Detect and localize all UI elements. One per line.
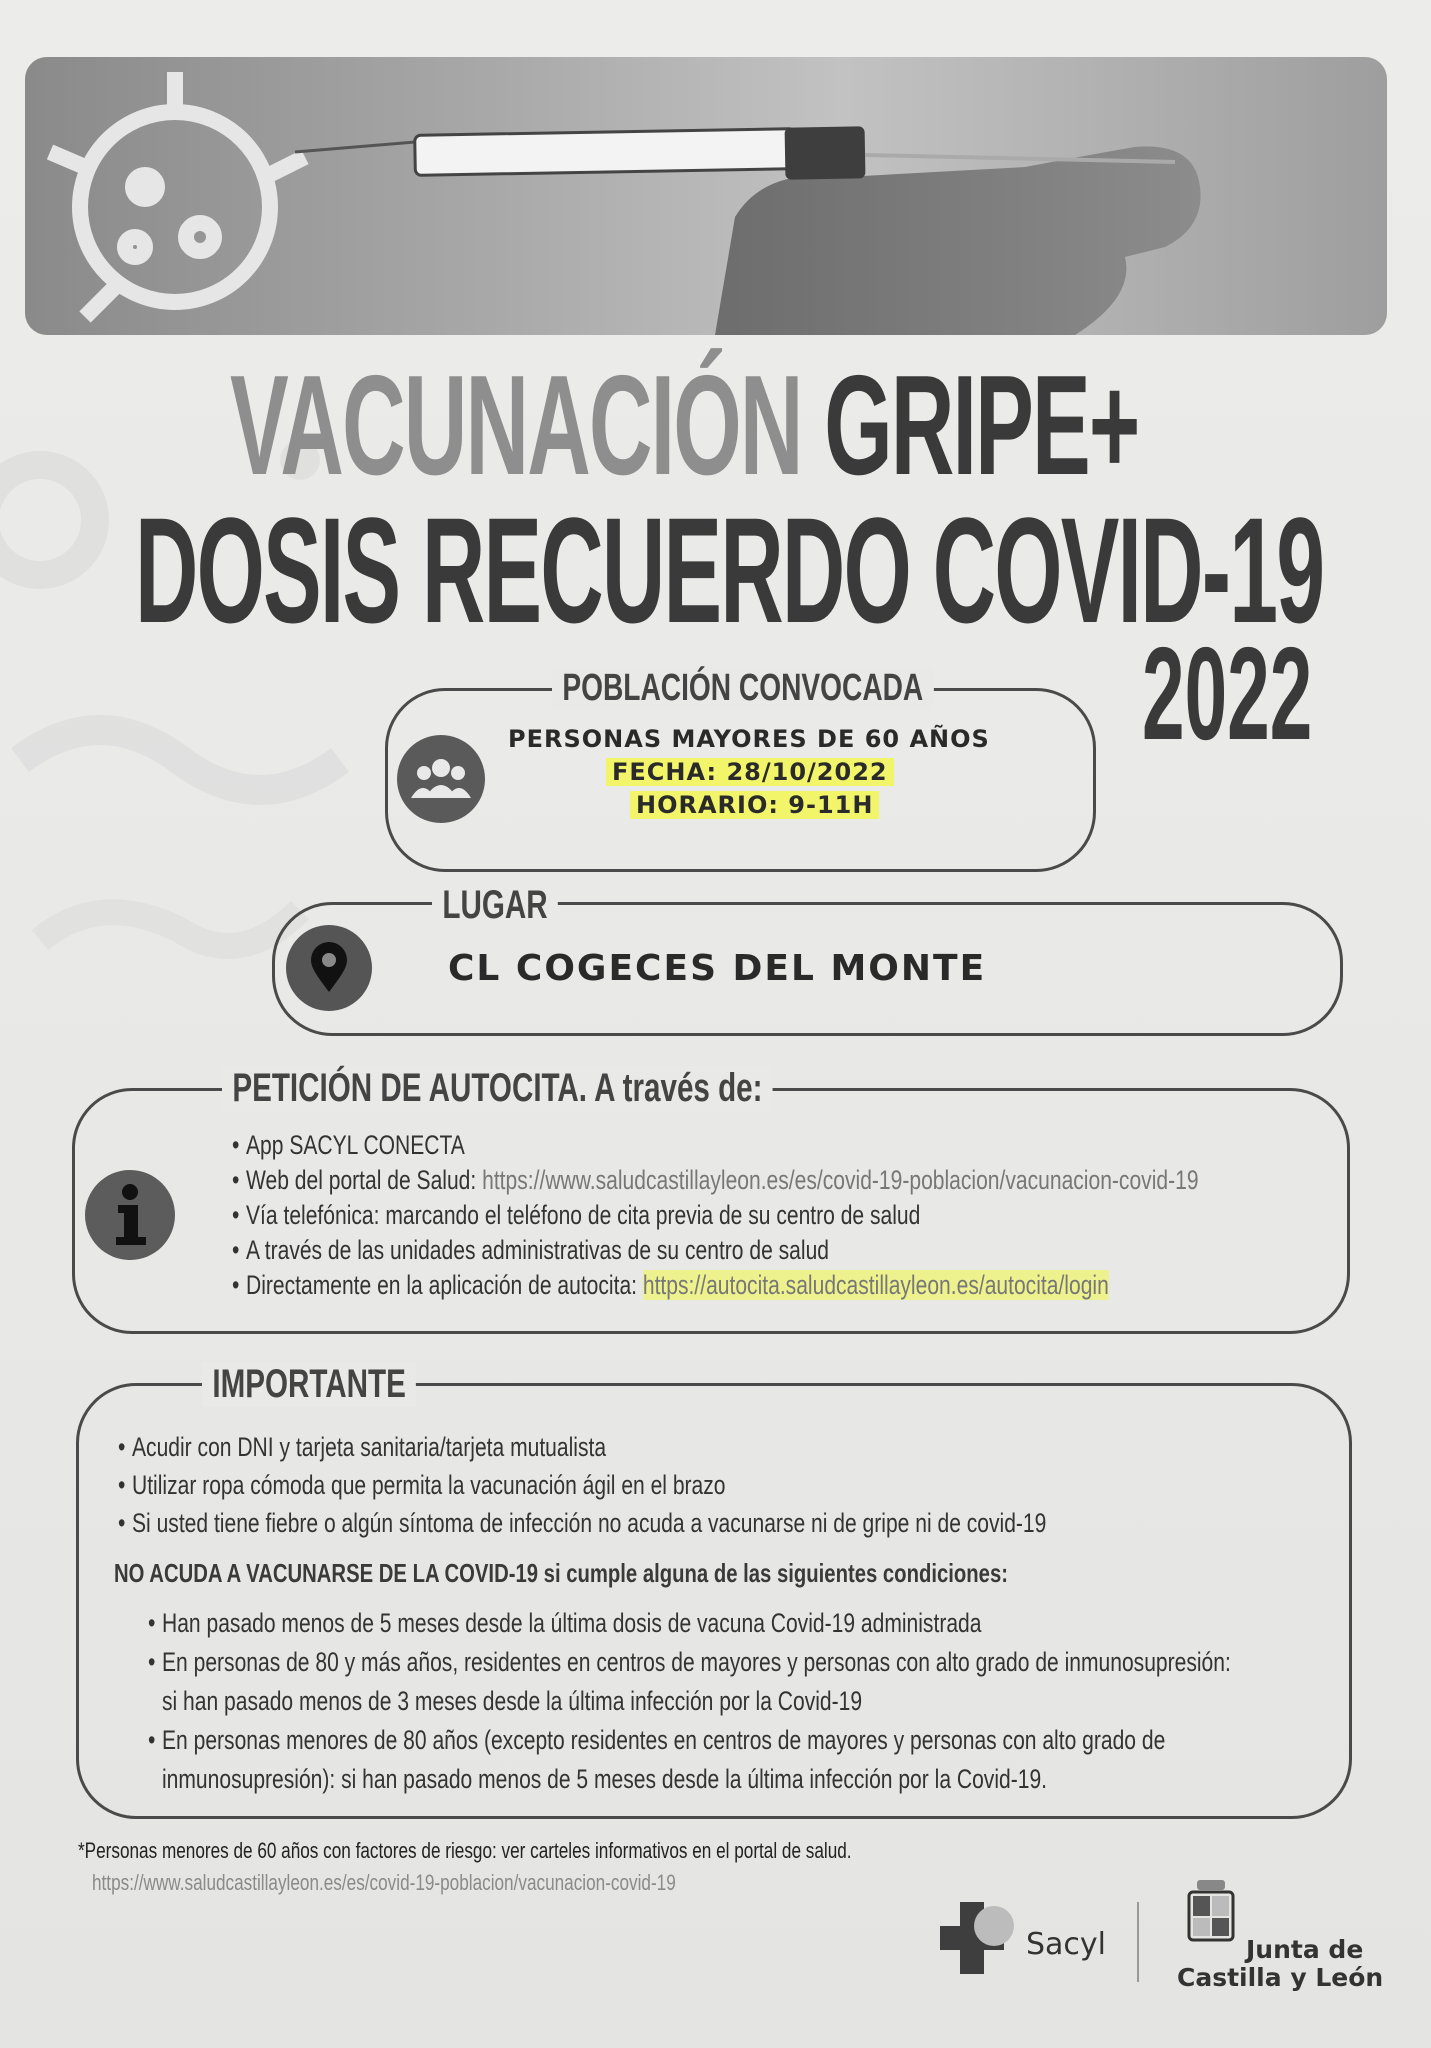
importante-warning: NO ACUDA A VACUNARSE DE LA COVID-19 si cumple alguna de las siguientes condiciones:	[114, 1558, 1008, 1588]
list-item: • Vía telefónica: marcando el teléfono de cita previa de su centro de salud	[246, 1198, 1338, 1233]
horario-text: HORARIO: 9-11H	[630, 791, 879, 819]
portal-url-link[interactable]: https://www.saludcastillayleon.es/es/covid-19-poblacion/vacunacion-covid-19	[482, 1165, 1199, 1195]
list-item: • En personas menores de 80 años (excepto residentes en centros de mayores y personas con alto grado de inmunosupresión): si han pasado menos de 5 meses desde la última infección por la Covid-19.	[162, 1721, 1254, 1799]
info-icon	[85, 1170, 175, 1260]
list-item: • Han pasado menos de 5 meses desde la última dosis de vacuna Covid-19 administrada	[162, 1604, 1254, 1643]
title-line-1	[230, 346, 1139, 505]
importante-list	[132, 1428, 1224, 1542]
autocita-list	[246, 1128, 1338, 1303]
title-gripe: GRIPE+	[824, 346, 1139, 505]
poblacion-fecha	[606, 758, 894, 786]
list-item: • Acudir con DNI y tarjeta sanitaria/tarjeta mutualista	[132, 1428, 1224, 1466]
list-item: • Si usted tiene fiebre o algún síntoma de infección no acuda a vacunarse ni de gripe ni de covid-19	[132, 1504, 1224, 1542]
junta-crest-icon	[1183, 1880, 1239, 1944]
poblacion-target: PERSONAS MAYORES DE 60 AÑOS	[508, 725, 990, 753]
logo-divider	[1137, 1902, 1139, 1982]
hero-image	[25, 57, 1387, 335]
importante-heading: IMPORTANTE	[202, 1362, 416, 1407]
title-year: 2022	[1142, 620, 1313, 767]
list-item: • Web del portal de Salud: https://www.saludcastillayleon.es/es/covid-19-poblacion/vacunacion-covid-19	[246, 1163, 1338, 1198]
list-item: • Utilizar ropa cómoda que permita la vacunación ágil en el brazo	[132, 1466, 1224, 1504]
lugar-heading: LUGAR	[432, 883, 558, 928]
footnote-text: *Personas menores de 60 años con factores de riesgo: ver carteles informativos en el portal de salud.	[78, 1838, 852, 1863]
list-item: • App SACYL CONECTA	[246, 1128, 1338, 1163]
list-item: • En personas de 80 y más años, residentes en centros de mayores y personas con alto grado de inmunosupresión: si han pasado menos de 3 meses desde la última infección por la Covid-19	[162, 1643, 1254, 1721]
junta-label-line1: Junta de	[1246, 1935, 1364, 1964]
autocita-url-link[interactable]: https://autocita.saludcastillayleon.es/autocita/login	[642, 1270, 1109, 1300]
list-item: • Directamente en la aplicación de autocita: https://autocita.saludcastillayleon.es/autocita/login	[246, 1268, 1338, 1303]
autocita-heading: PETICIÓN DE AUTOCITA. A través de:	[222, 1066, 773, 1111]
location-pin-icon	[286, 925, 372, 1011]
footnote-url-link[interactable]: https://www.saludcastillayleon.es/es/covid-19-poblacion/vacunacion-covid-19	[92, 1870, 676, 1895]
virus-icon	[50, 72, 305, 317]
conditions-list	[162, 1604, 1254, 1799]
group-icon	[397, 735, 485, 823]
lugar-place: CL COGECES DEL MONTE	[448, 948, 987, 989]
poblacion-horario	[630, 791, 879, 819]
poblacion-heading: POBLACIÓN CONVOCADA	[552, 667, 934, 710]
title-vacunacion: VACUNACIÓN	[230, 346, 802, 505]
sacyl-label: Sacyl	[1026, 1927, 1107, 1962]
sacyl-logo-icon	[938, 1898, 1018, 1978]
title-line-2: DOSIS RECUERDO COVID-19	[135, 486, 1324, 654]
junta-label-line2: Castilla y León	[1177, 1963, 1384, 1992]
fecha-text: FECHA: 28/10/2022	[606, 758, 894, 786]
list-item: • A través de las unidades administrativas de su centro de salud	[246, 1233, 1338, 1268]
